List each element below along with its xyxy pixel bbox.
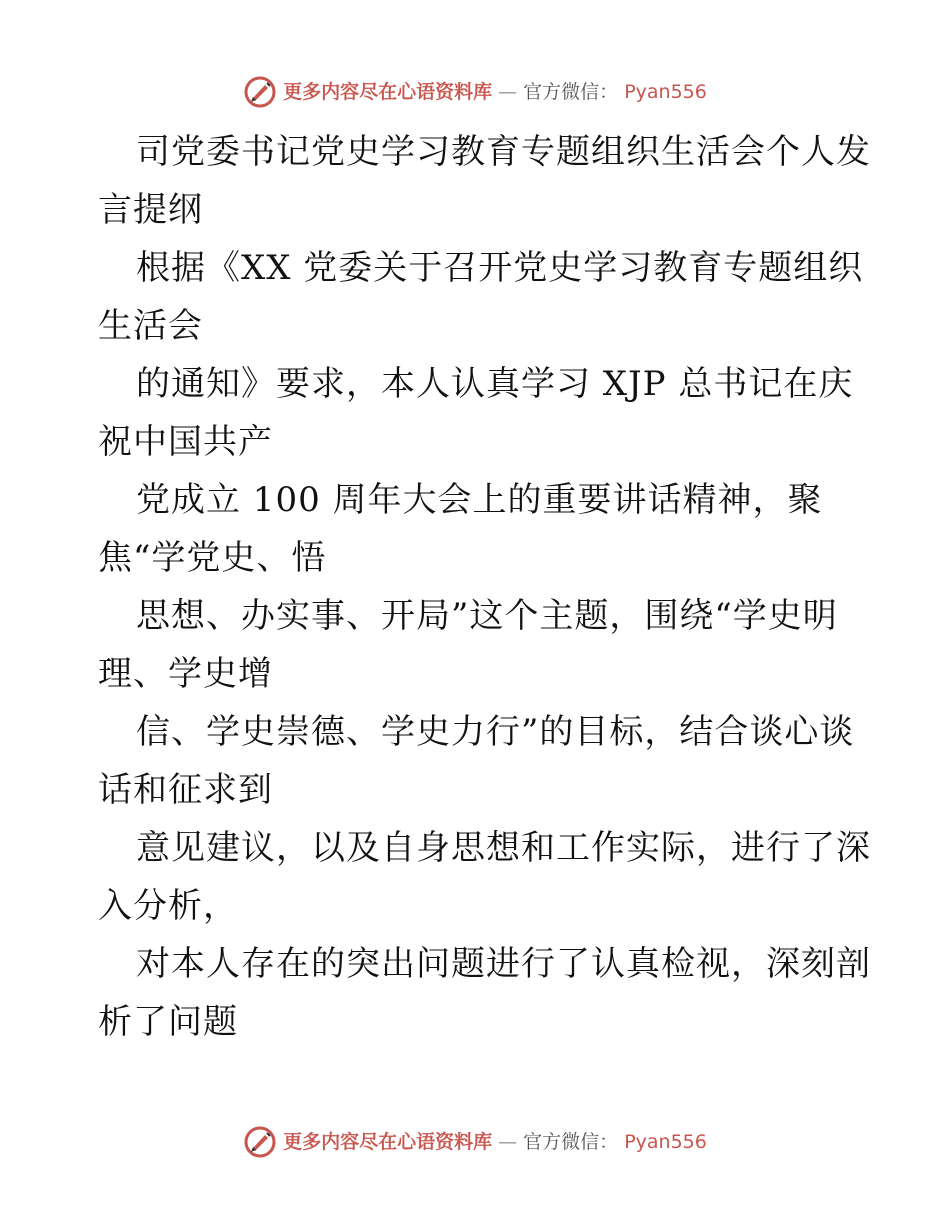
paragraph <box>98 819 871 935</box>
watermark-official-label: 官方微信： <box>523 1131 619 1153</box>
paragraph-line: 司党委书记党史学习教育专题组织生活会个人发 <box>136 132 871 172</box>
paragraph-line: 理、学史增 <box>98 654 273 694</box>
document-body <box>98 123 871 1051</box>
pen-logo-icon <box>243 75 277 109</box>
paragraph <box>98 355 858 471</box>
footer-watermark <box>0 1125 950 1159</box>
paragraph-line: 生活会 <box>98 306 203 346</box>
paragraph-line: 根据《XX 党委关于召开党史学习教育专题组织 <box>136 248 864 288</box>
watermark-dash: — <box>498 81 518 103</box>
watermark-main-text: 更多内容尽在心语资料库 <box>283 81 493 103</box>
paragraph <box>98 935 871 1051</box>
paragraph-line: 思想、办实事、开局”这个主题，围绕“学史明 <box>136 596 838 636</box>
paragraph-line: 的通知》要求，本人认真学习 XJP 总书记在庆 <box>136 364 854 404</box>
paragraph <box>98 239 864 355</box>
paragraph <box>98 703 858 819</box>
watermark-wechat-id: Pyan556 <box>624 1131 707 1153</box>
paragraph-line: 析了问题 <box>98 1002 238 1042</box>
watermark-dash: — <box>498 1131 518 1153</box>
watermark-official-label: 官方微信： <box>523 81 619 103</box>
paragraph-line: 对本人存在的突出问题进行了认真检视，深刻剖 <box>136 944 871 984</box>
paragraph-line: 祝中国共产 <box>98 422 273 462</box>
paragraph-line: 意见建议，以及自身思想和工作实际，进行了深 <box>136 828 871 868</box>
watermark-main-text: 更多内容尽在心语资料库 <box>283 1131 493 1153</box>
paragraph-line: 入分析， <box>98 886 238 926</box>
header-watermark <box>0 75 950 109</box>
paragraph-line: 话和征求到 <box>98 770 273 810</box>
paragraph-line: 党成立 100 周年大会上的重要讲话精神，聚 <box>136 480 823 520</box>
paragraph-title <box>98 123 871 239</box>
paragraph-line: 言提纲 <box>98 190 203 230</box>
paragraph <box>98 587 858 703</box>
paragraph-line: 焦“学党史、悟 <box>98 538 327 578</box>
pen-logo-icon <box>243 1125 277 1159</box>
paragraph <box>98 471 858 587</box>
watermark-wechat-id: Pyan556 <box>624 81 707 103</box>
paragraph-line: 信、学史崇德、学史力行”的目标，结合谈心谈 <box>136 712 855 752</box>
